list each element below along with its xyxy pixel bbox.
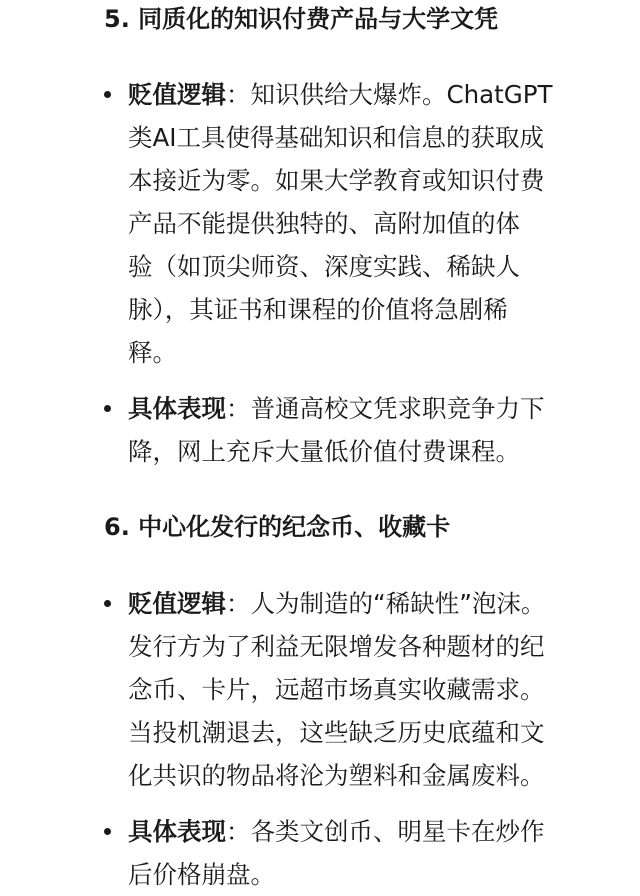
bullet-line: 后价格崩盘。: [128, 860, 275, 889]
bullet-line: 化共识的物品将沦为塑料和金属废料。: [128, 761, 545, 790]
bullet-colon: ：: [226, 80, 251, 109]
bullet-label: 具体表现: [128, 394, 226, 423]
bullet-text: [128, 810, 608, 896]
bullet-line: 人为制造的“稀缺性”泡沫。: [250, 589, 546, 618]
bullet-dot-icon: [104, 405, 111, 412]
bullet-line: 念币、卡片，远超市场真实收藏需求。: [128, 675, 545, 704]
bullet-line: 降，网上充斥大量低价值付费课程。: [128, 437, 520, 466]
section-heading: 5. 同质化的知识付费产品与大学文凭: [104, 5, 499, 33]
bullet-dot-icon: [104, 91, 111, 98]
bullet-text: [128, 582, 608, 797]
bullet-line: 验（如顶尖师资、深度实践、稀缺人: [128, 252, 520, 281]
bullet-line: 脉），其证书和课程的价值将急剧稀: [128, 295, 508, 324]
bullet-dot-icon: [104, 828, 111, 835]
bullet-line: 类AI工具使得基础知识和信息的获取成: [128, 123, 544, 152]
bullet-label: 具体表现: [128, 817, 226, 846]
bullet-line: 知识供给大爆炸。ChatGPT: [250, 80, 553, 109]
bullet-text: [128, 73, 608, 374]
bullet-colon: ：: [226, 817, 251, 846]
bullet-colon: ：: [226, 394, 251, 423]
section-heading: 6. 中心化发行的纪念币、收藏卡: [104, 513, 451, 541]
bullet-label: 贬值逻辑: [128, 589, 226, 618]
bullet-line: 释。: [128, 338, 177, 367]
bullet-line: 普通高校文凭求职竞争力下: [250, 394, 545, 423]
bullet-colon: ：: [226, 589, 251, 618]
bullet-line: 产品不能提供独特的、高附加值的体: [128, 209, 520, 238]
bullet-label: 贬值逻辑: [128, 80, 226, 109]
bullet-line: 发行方为了利益无限增发各种题材的纪: [128, 632, 545, 661]
bullet-line: 各类文创币、明星卡在炒作: [250, 817, 545, 846]
bullet-dot-icon: [104, 600, 111, 607]
bullet-line: 当投机潮退去，这些缺乏历史底蕴和文: [128, 718, 545, 747]
bullet-text: [128, 387, 608, 473]
bullet-line: 本接近为零。如果大学教育或知识付费: [128, 166, 545, 195]
